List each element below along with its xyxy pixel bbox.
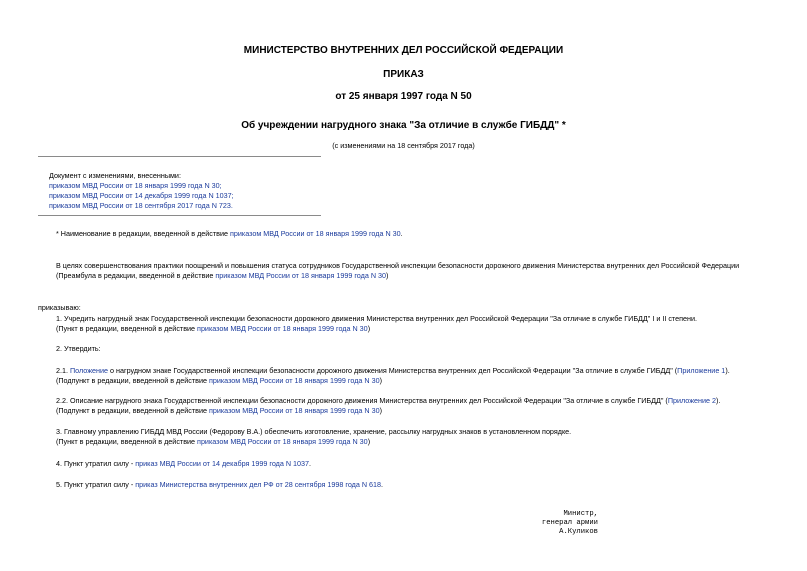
paragraph-1-note-link[interactable]: приказом МВД России от 18 января 1999 года N 30 <box>197 324 368 333</box>
order-word: приказываю: <box>38 303 81 312</box>
change-link-1999-30[interactable]: приказом МВД России от 18 января 1999 года N 30; <box>49 181 222 190</box>
document-date: от 25 января 1997 года N 50 <box>335 91 472 102</box>
signature-name: А.Куликов <box>559 528 598 536</box>
appendix-1-link[interactable]: Приложение 1 <box>677 366 726 375</box>
paragraph-2-1-note: (Подпункт в редакции, введенной в действие приказом МВД России от 18 января 1999 года N 30) <box>56 376 383 385</box>
edition-note: (с изменениями на 18 сентября 2017 года) <box>332 141 475 150</box>
paragraph-1-note: (Пункт в редакции, введенной в действие приказом МВД России от 18 января 1999 года N 30) <box>56 324 371 333</box>
paragraph-3-note: (Пункт в редакции, введенной в действие приказом МВД России от 18 января 1999 года N 30) <box>56 437 371 446</box>
paragraph-2-2-note-link[interactable]: приказом МВД России от 18 января 1999 года N 30 <box>208 406 380 415</box>
paragraph-1: 1. Учредить нагрудный знак Государственной инспекции безопасности дорожного движения Министерства внутренних дел Российской Федерации "За отличие в службе ГИБДД" I и II степени. <box>56 314 697 323</box>
document-title: Об учреждении нагрудного знака "За отличие в службе ГИБДД" * <box>241 120 566 131</box>
paragraph-2: 2. Утвердить: <box>56 344 101 353</box>
changes-link-1 <box>49 181 222 190</box>
signature-rank: генерал армии <box>541 519 598 527</box>
changes-intro: Документ с изменениями, внесенными: <box>49 171 181 180</box>
divider-top <box>38 156 321 157</box>
footnote: * Наименование в редакции, введенной в действие приказом МВД России от 18 января 1999 года N 30. <box>56 229 403 238</box>
paragraph-2-2: 2.2. Описание нагрудного знака Государственной инспекции безопасности дорожного движения Министерства внутренних дел Российской Федерации "За отличие в службе ГИБДД" (Приложение 2). <box>56 396 721 405</box>
ministry-heading: МИНИСТЕРСТВО ВНУТРЕННИХ ДЕЛ РОССИЙСКОЙ ФЕДЕРАЦИИ <box>243 45 564 56</box>
changes-link-3 <box>49 201 233 210</box>
paragraph-2-1-note-link[interactable]: приказом МВД России от 18 января 1999 года N 30 <box>208 376 380 385</box>
change-link-2017-723[interactable]: приказом МВД России от 18 сентября 2017 года N 723. <box>49 201 233 210</box>
paragraph-2-1: 2.1. Положение о нагрудном знаке Государственной инспекции безопасности дорожного движения Министерства внутренних дел Российской Федерации "За отличие в службе ГИБДД" (Приложение 1). <box>56 366 730 375</box>
paragraph-4: 4. Пункт утратил силу - приказ МВД России от 14 декабря 1999 года N 1037. <box>56 459 312 468</box>
paragraph-2-2-note: (Подпункт в редакции, введенной в действие приказом МВД России от 18 января 1999 года N 30) <box>56 406 383 415</box>
paragraph-5-link[interactable]: приказ Министерства внутренних дел РФ от 28 сентября 1998 года N 618 <box>135 480 382 489</box>
preamble-note-link[interactable]: приказом МВД России от 18 января 1999 года N 30 <box>215 271 387 280</box>
paragraph-3: 3. Главному управлению ГИБДД МВД России (Федорову В.А.) обеспечить изготовление, хранение, рассылку нагрудных знаков в установленном порядке. <box>56 427 572 436</box>
regulation-link[interactable]: Положение <box>70 366 108 375</box>
appendix-2-link[interactable]: Приложение 2 <box>667 396 716 405</box>
signature-position: Министр, <box>563 510 598 518</box>
document-type: ПРИКАЗ <box>383 69 424 80</box>
paragraph-5: 5. Пункт утратил силу - приказ Министерства внутренних дел РФ от 28 сентября 1998 года N 618. <box>56 480 384 489</box>
preamble-note: (Преамбула в редакции, введенной в действие приказом МВД России от 18 января 1999 года N 30) <box>56 271 389 280</box>
change-link-1999-1037[interactable]: приказом МВД России от 14 декабря 1999 года N 1037; <box>49 191 234 200</box>
paragraph-4-link[interactable]: приказ МВД России от 14 декабря 1999 года N 1037 <box>135 459 310 468</box>
footnote-link[interactable]: приказом МВД России от 18 января 1999 года N 30 <box>230 229 401 238</box>
paragraph-3-note-link[interactable]: приказом МВД России от 18 января 1999 года N 30 <box>197 437 368 446</box>
divider-bottom <box>38 215 321 216</box>
preamble-text: В целях совершенствования практики поощрений и повышения статуса сотрудников Государственной инспекции безопасности дорожного движения Министерства внутренних дел Российской Федерации <box>56 261 740 270</box>
changes-link-2 <box>49 191 234 200</box>
